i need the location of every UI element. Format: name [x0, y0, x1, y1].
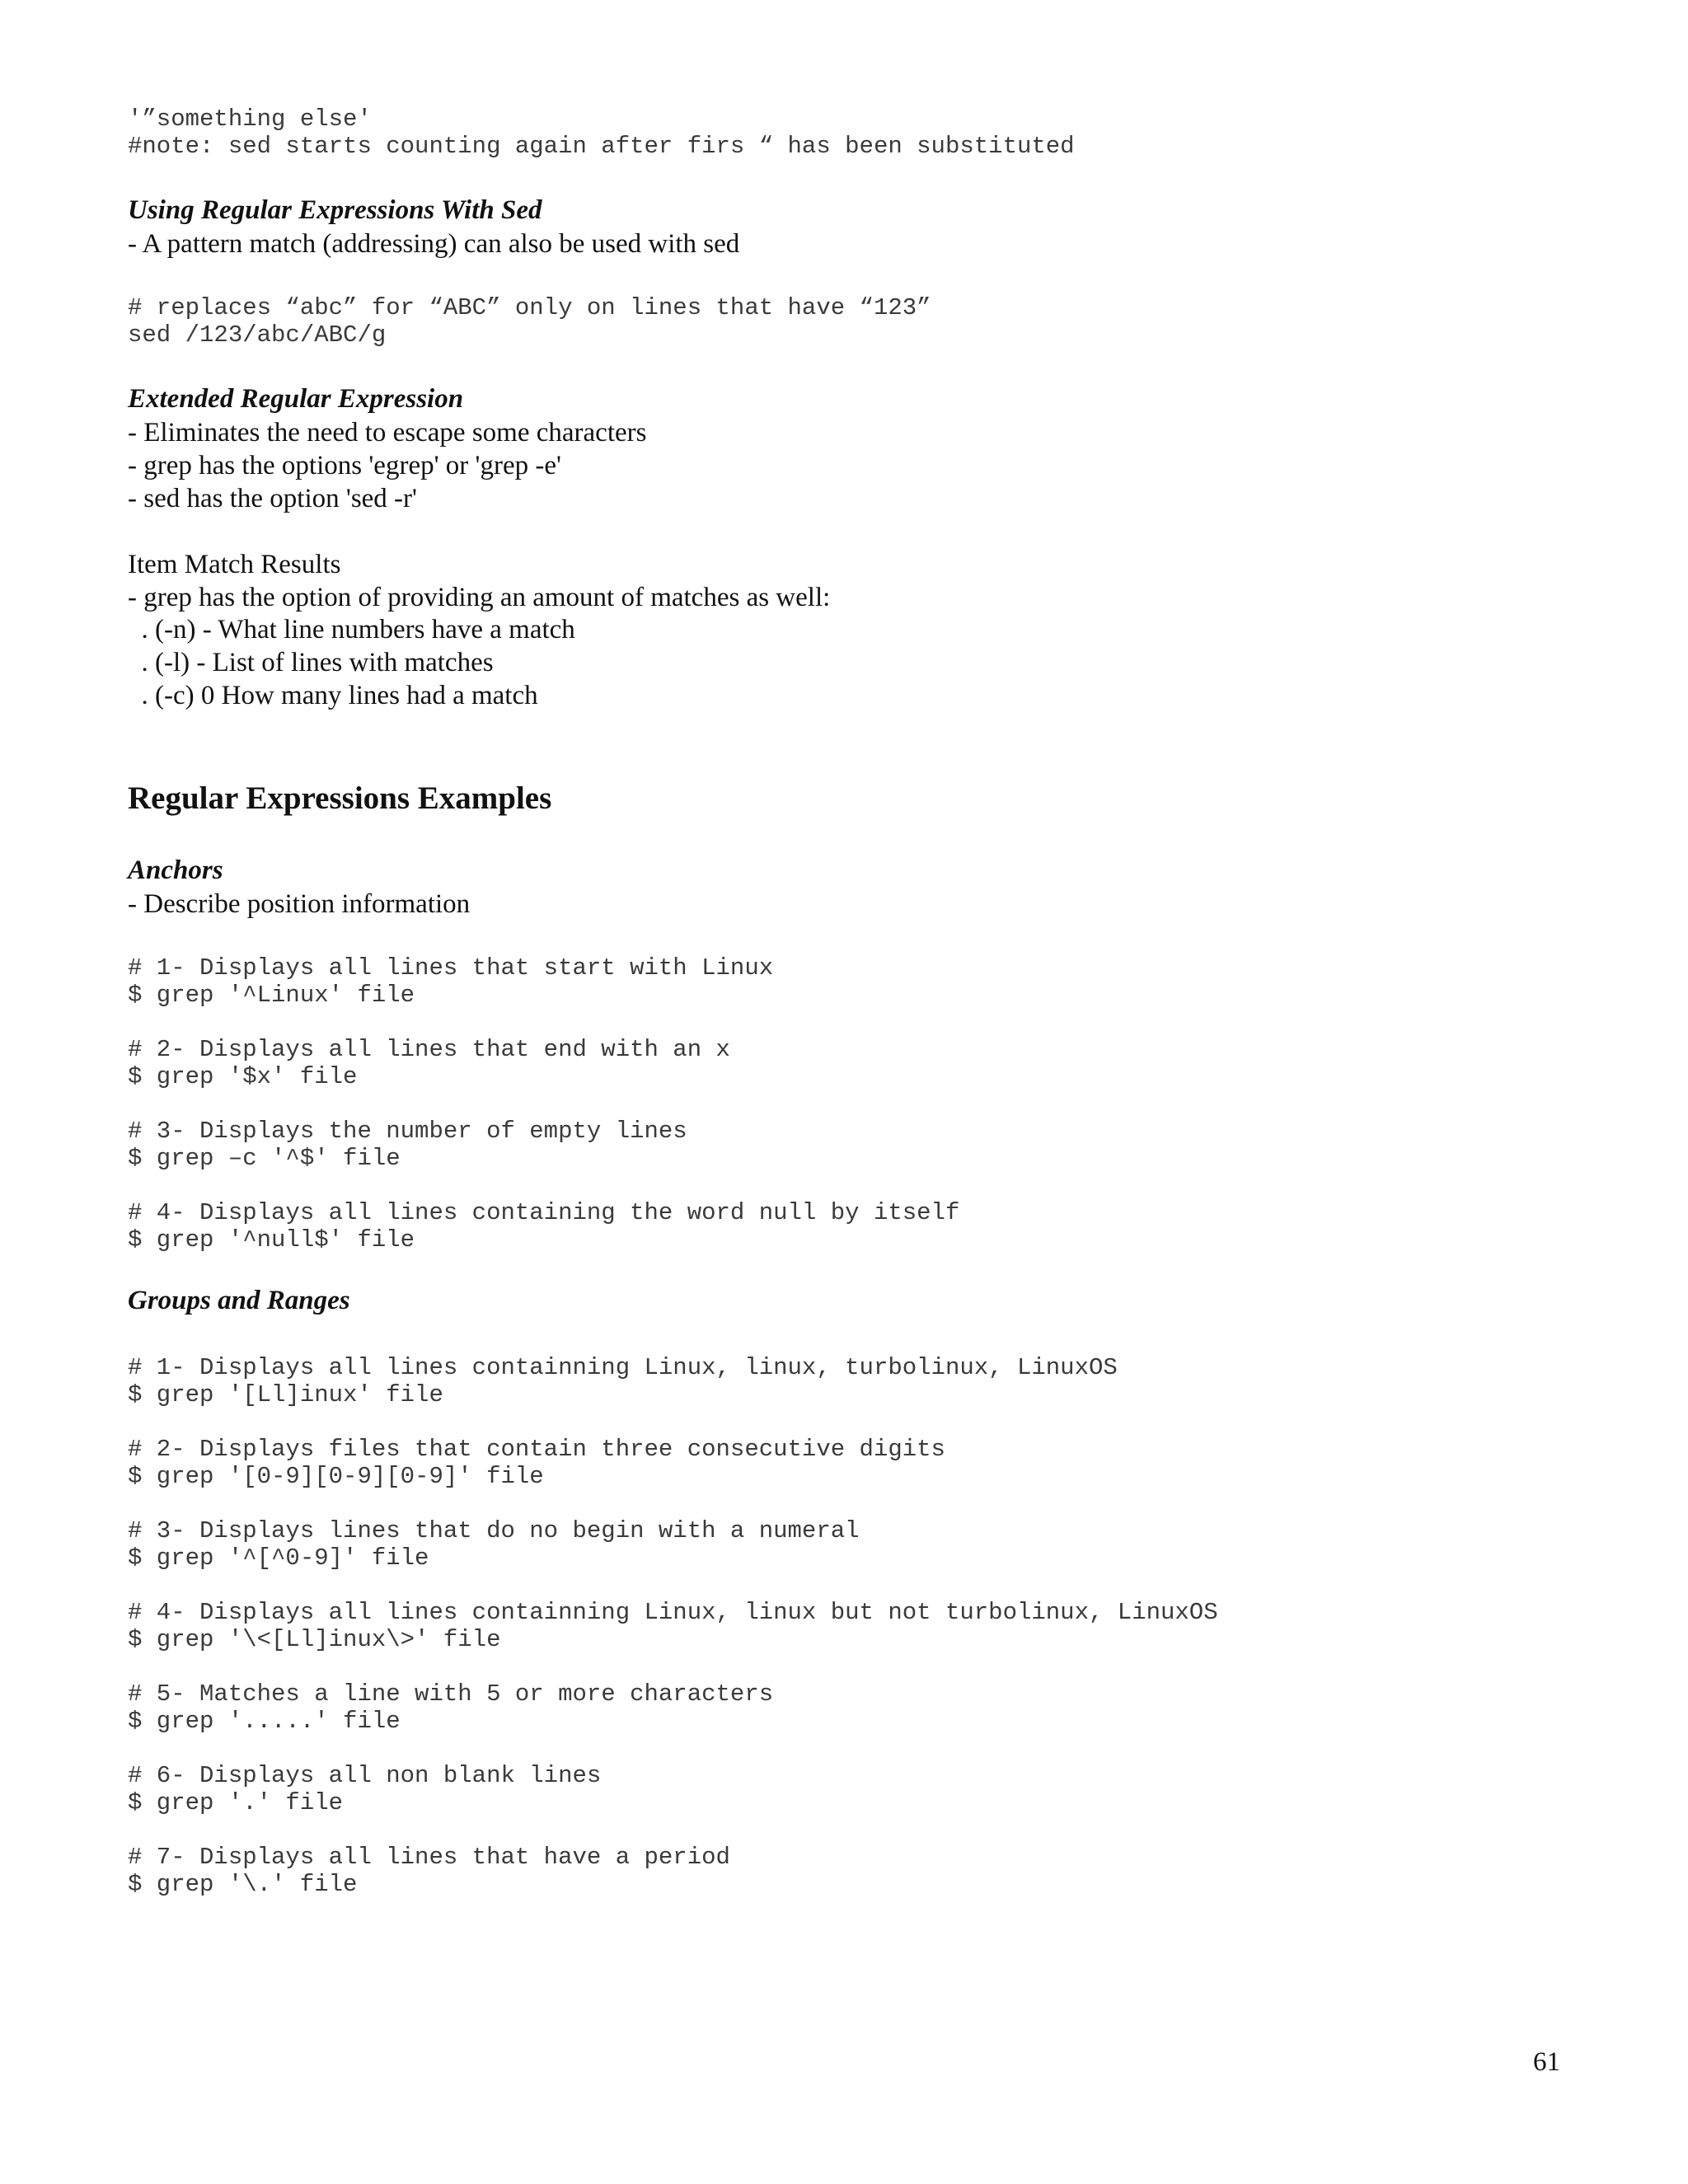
code-line: sed /123/abc/ABC/g — [128, 321, 387, 349]
body-text: - grep has the option of providing an amount of matches as well: — [128, 583, 831, 612]
body-text: - Eliminates the need to escape some characters — [128, 418, 647, 448]
example-command: $ grep '.....' file — [128, 1708, 401, 1735]
body-text: - A pattern match (addressing) can also be used with sed — [128, 229, 740, 259]
example-comment: # 7- Displays all lines that have a period — [128, 1844, 730, 1871]
body-text: - sed has the option 'sed -r' — [128, 484, 417, 513]
body-text: . (-n) - What line numbers have a match — [128, 615, 575, 644]
body-text: - grep has the options 'egrep' or 'grep -e' — [128, 451, 561, 480]
section-heading-extended: Extended Regular Expression — [128, 384, 464, 414]
example-comment: # 3- Displays lines that do no begin with a numeral — [128, 1517, 860, 1544]
example-command: $ grep '\<[Ll]inux\>' file — [128, 1626, 501, 1653]
example-comment: # 2- Displays files that contain three consecutive digits — [128, 1436, 945, 1463]
subsection-heading-groups: Groups and Ranges — [128, 1286, 350, 1315]
example-comment: # 4- Displays all lines containning Linux, linux but not turbolinux, LinuxOS — [128, 1599, 1218, 1626]
example-comment: # 1- Displays all lines containning Linux, linux, turbolinux, LinuxOS — [128, 1354, 1118, 1381]
example-command: $ grep '^null$' file — [128, 1226, 415, 1254]
code-line: #note: sed starts counting again after firs “ has been substituted — [128, 133, 1075, 160]
example-comment: # 5- Matches a line with 5 or more characters — [128, 1680, 774, 1708]
example-command: $ grep '[0-9][0-9][0-9]' file — [128, 1463, 544, 1490]
example-command: $ grep '.' file — [128, 1789, 344, 1816]
example-command: $ grep '^Linux' file — [128, 982, 415, 1009]
example-command: $ grep –c '^$' file — [128, 1145, 401, 1172]
example-command: $ grep '$x' file — [128, 1063, 358, 1090]
body-text: - Describe position information — [128, 889, 471, 919]
example-command: $ grep '\.' file — [128, 1871, 358, 1898]
subsection-heading-anchors: Anchors — [128, 855, 223, 885]
section-title-examples: Regular Expressions Examples — [128, 780, 552, 816]
item-match-title: Item Match Results — [128, 550, 341, 579]
example-comment: # 4- Displays all lines containing the word null by itself — [128, 1199, 960, 1226]
example-command: $ grep '^[^0-9]' file — [128, 1544, 429, 1572]
body-text: . (-c) 0 How many lines had a match — [128, 681, 538, 710]
section-heading-sed-regex: Using Regular Expressions With Sed — [128, 195, 542, 225]
example-comment: # 3- Displays the number of empty lines — [128, 1118, 687, 1145]
example-comment: # 2- Displays all lines that end with an x — [128, 1036, 730, 1063]
code-line: '”something else' — [128, 105, 372, 133]
code-line: # replaces “abc” for “ABC” only on lines that have “123” — [128, 294, 931, 321]
example-comment: # 1- Displays all lines that start with Linux — [128, 954, 774, 982]
page-number: 61 — [1533, 2047, 1560, 2077]
example-command: $ grep '[Ll]inux' file — [128, 1381, 443, 1408]
example-comment: # 6- Displays all non blank lines — [128, 1762, 602, 1789]
body-text: . (-l) - List of lines with matches — [128, 648, 494, 677]
